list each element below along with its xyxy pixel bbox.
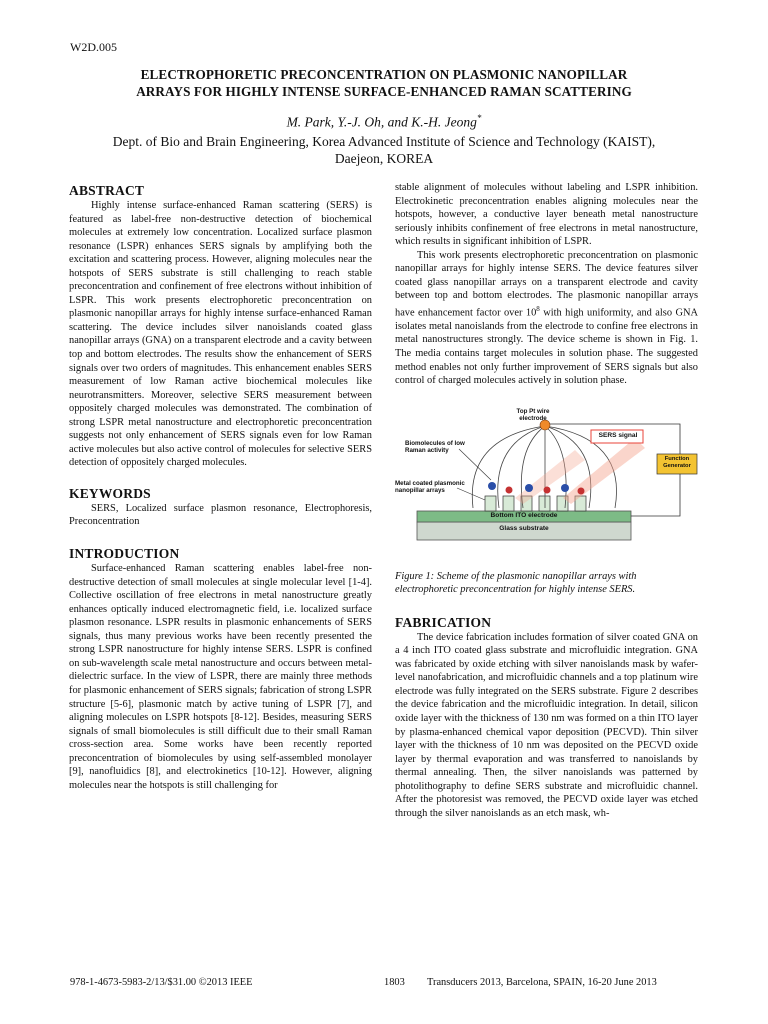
introduction-continued: stable alignment of molecules without labeling and LSPR inhibition. Electrokinetic preconcentration enables aligning molecules near the hotspots, however, a conductive layer beneath metal nanostructure seriously inhibits confinement of free electrons in metal nanostructure, which results in significant inhibition of LSPR. xyxy=(395,182,698,248)
footer-page-number: 1803 xyxy=(384,977,405,988)
label-function-generator: Function Generator xyxy=(663,455,691,469)
title-line-1: ELECTROPHORETIC PRECONCENTRATION ON PLASMONIC NANOPILLAR xyxy=(140,67,628,82)
affiliation xyxy=(60,133,708,167)
enhancement-exponent: 8 xyxy=(536,304,540,313)
label-bottom-ito: Bottom ITO electrode xyxy=(490,511,558,519)
affiliation-line-2: Daejeon, KOREA xyxy=(334,151,434,166)
fabrication-text: The device fabrication includes formation of silver coated GNA on a 4 inch ITO coated glass substrate and microfluidic integration. GNA was fabricated by oxide etching with silver nanoislands mask by wafer-level nanofabrication, and microfluidic channels and a top platinum wire electrode was fully integrated on the SERS substrate. Figure 2 describes the device fabrication and the microfluidic integration. In detail, silicon oxide layer with the thickness of 130 nm was formed on a thin ITO layer by plasma-enhanced chemical vapor deposition (PECVD). Thin silver layer with the thickness of 10 nm was deposited on the PECVD oxide layer by thermal evaporation and was transferred to nanoislands by thermal annealing. Then, the silver nanoislands was patterned by photolithography to define SERS substrate and microfluidic channel. After the photoresist was removed, the PECVD oxide layer was etched through the silver nanoislands as an etch mask, wh- xyxy=(395,631,698,819)
label-glass-substrate: Glass substrate xyxy=(499,524,549,532)
corresponding-mark: * xyxy=(476,113,482,123)
abstract-heading: ABSTRACT xyxy=(69,183,145,198)
keywords-text: SERS, Localized surface plasmon resonance, Electrophoresis, Preconcentration xyxy=(69,502,372,528)
this-work-paragraph xyxy=(395,249,698,388)
introduction-heading: INTRODUCTION xyxy=(69,546,180,562)
footer-conference: Transducers 2013, Barcelona, SPAIN, 16-20 June 2013 xyxy=(427,977,657,988)
footer-isbn: 978-1-4673-5983-2/13/$31.00 ©2013 IEEE xyxy=(70,977,253,988)
abstract-text: Highly intense surface-enhanced Raman scattering (SERS) is featured as label-free non-destructive detection of biochemical molecules at extremely low concentration. Localized surface plasmon resonance (LSPR) enhances SERS signals by amplifying both the excitation and scattering process. However, aligning molecules near the hotspots of SERS substrate is still challenging to reach stable preconcentration and confinement of free electrons without inhibition of LSPR. This work presents electrophoretic preconcentration on plasmonic nanopillar arrays for highly intense surface-enhanced Raman scattering. The device includes silver nanoislands coated glass nanopillar arrays (GNA) on a transparent electrode and a cavity between top and bottom electrodes. The results show the enhancement of SERS signals over two orders of magnitudes. This enhancement enables SERS measurement of low Raman active biochemical molecules like neurotransmitters. Moreover, selective SERS measurement between oppositely charged molecules was demonstrated. The combination of strong LSPR metal nanostructure and electrophoretic preconcentration suggests not only enhancement of SERS signals even for low Raman active molecules but also active control of molecules for selective SERS detection of oppositely charged molecules. xyxy=(69,200,372,469)
label-top-electrode: Top Pt wire electrode xyxy=(516,407,550,422)
keywords-heading: KEYWORDS xyxy=(69,485,151,501)
label-sers-signal: SERS signal xyxy=(598,431,638,439)
sers-beam xyxy=(563,438,645,504)
wire-bottom xyxy=(631,474,680,516)
introduction-text: Surface-enhanced Raman scattering enables label-free non-destructive detection of small molecules at single molecular level [1-4]. Collective oscillation of free electrons in metal nanostructure greatly enhances optically induced electromagnetic field, i.e. localized surface plasmon resonance. LSPR results in plasmonic enhancements of SERS signals, thus many previous works have been recently presented the strong LSPR nanostructure for highly intense SERS. LSPR is confined on sub-wavelength scale metal nanostructure and occurs between metal-dielectric surface. In the view of LSPR, there are mainly three methods for plasmonic enhancement of SERS signals; fabrication of strong LSPR structure [5-6], plasmonic match by active tuning of LSPR [7], and aligning molecules on LSPR hotspots [8-12]. Besides, measuring SERS signals of small biomolecules is still difficult due to their small Raman cross-section area. Some works have been recently reported preconcentration of biomolecules by using self-assembled monolayer [9], nanofluidics [8], and electrokinetics [10-12]. However, aligning molecules near the hotspots is still challenging for xyxy=(69,563,372,791)
label-biomolecules: Biomolecules of low Raman activity xyxy=(405,439,465,454)
fabrication-heading: FABRICATION xyxy=(395,614,492,630)
this-work-text-b: with high uniformity, and also GNA isolates metal nanoislands from the electrode to confine free electrons in metal nanostructures strongly. The device scheme is shown in Fig. 1. The media contains target molecules in solution phase. The suggested method enables not only further improvement of SERS signals but also control of charged molecules actively in solution phase. xyxy=(395,307,698,387)
paper-id: W2D.005 xyxy=(70,40,117,54)
label-nanopillar: Metal coated plasmonic nanopillar arrays xyxy=(395,479,465,494)
right-column xyxy=(395,181,698,820)
affiliation-line-1: Dept. of Bio and Brain Engineering, Korea Advanced Institute of Science and Technology (KAIST), xyxy=(112,134,656,149)
left-column xyxy=(69,182,372,792)
figure-1-caption: Figure 1: Scheme of the plasmonic nanopillar arrays with electrophoretic preconcentration for highly intense SERS. xyxy=(395,570,637,596)
authors xyxy=(60,113,708,131)
this-work-text-a: This work presents electrophoretic preconcentration on plasmonic nanopillar arrays for highly intense SERS. The device features silver coated glass nanopillar arrays on a transparent electrode and cavity between top and bottom electrodes. The plasmonic nanopillar arrays have enhancement factor over 10 xyxy=(395,249,698,319)
figure-1 xyxy=(395,408,698,556)
paper-title xyxy=(60,66,708,100)
author-names: M. Park, Y.-J. Oh, and K.-H. Jeong xyxy=(286,114,477,130)
title-line-2: ARRAYS FOR HIGHLY INTENSE SURFACE-ENHANCED RAMAN SCATTERING xyxy=(136,84,632,99)
